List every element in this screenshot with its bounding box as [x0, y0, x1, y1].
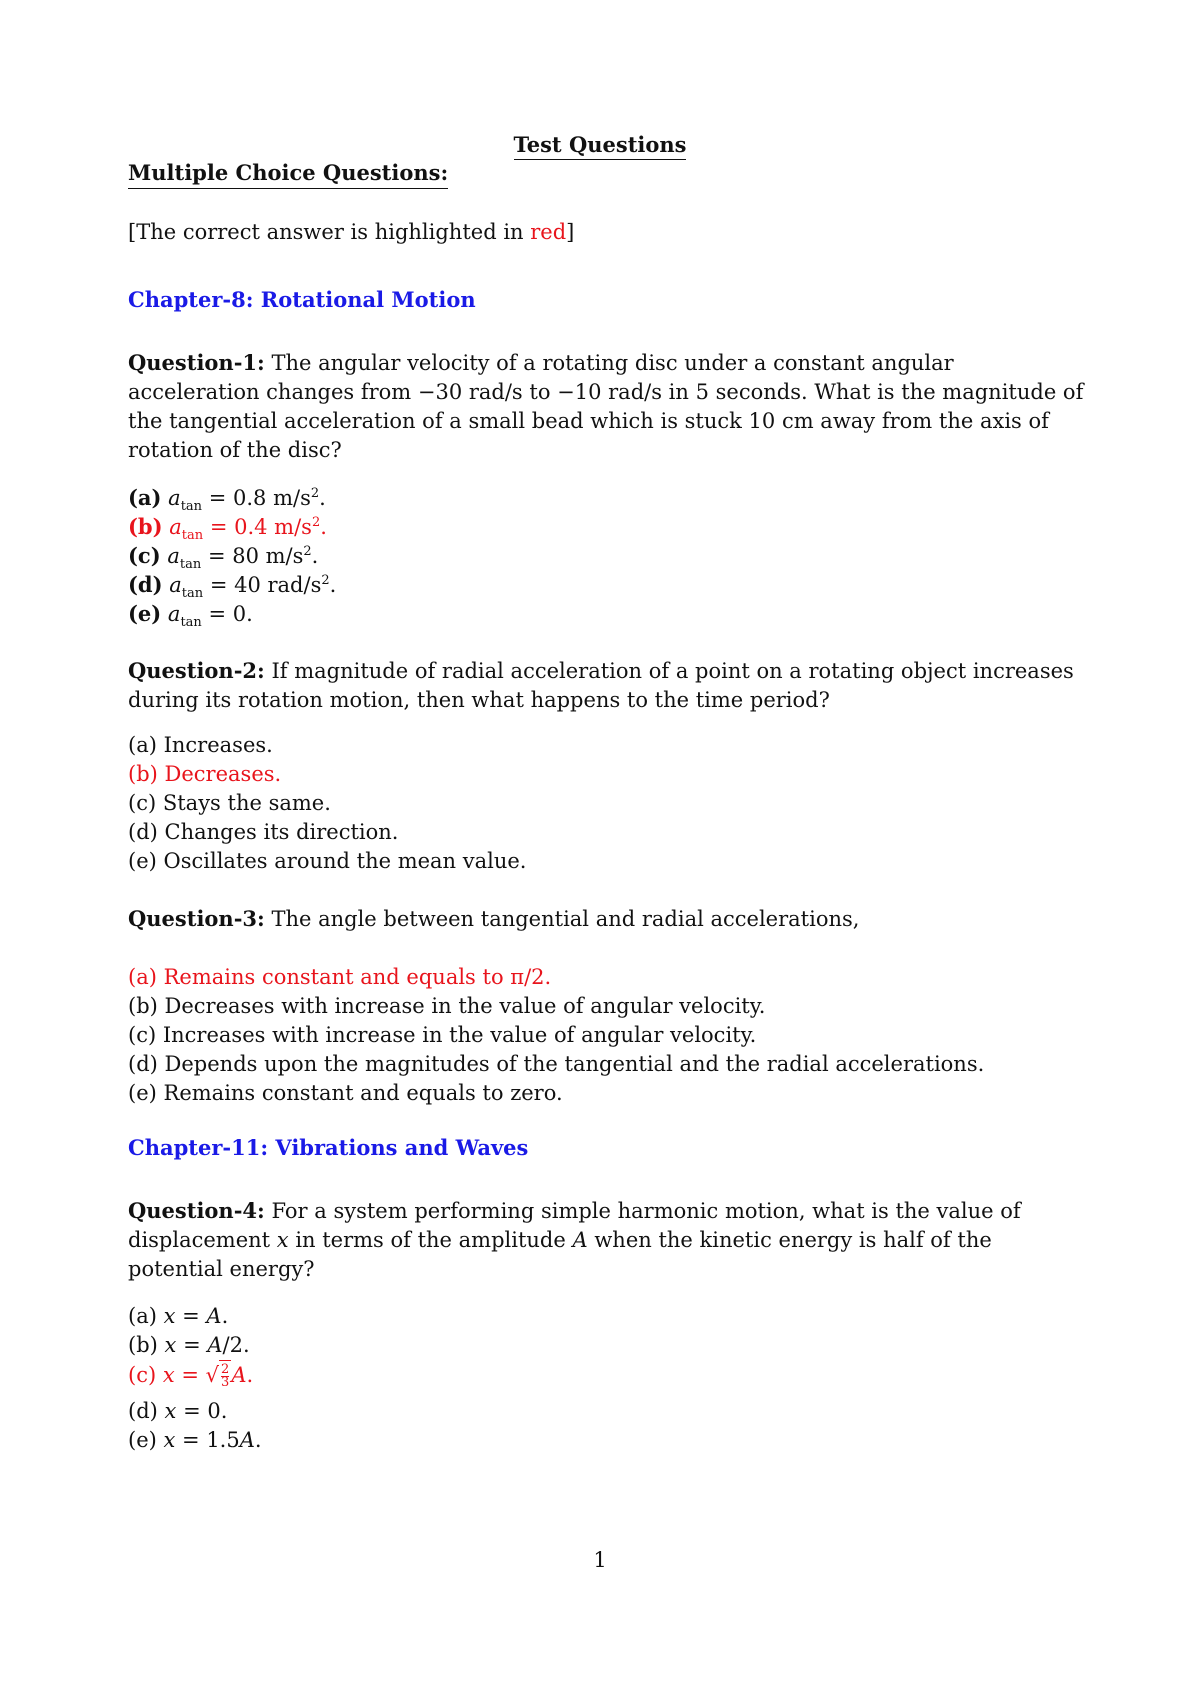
- question-label: Question-1:: [128, 350, 265, 375]
- option-e: (e) x = 1.5A.: [128, 1428, 262, 1452]
- option-e: (e) $a_{tan} = 0$.: [128, 601, 253, 631]
- option-d: (d) Changes its direction.: [128, 820, 399, 844]
- option-b: (b) Decreases with increase in the value of angular velocity.: [128, 994, 766, 1018]
- option-a: (a) x = A.: [128, 1304, 229, 1328]
- sqrt-symbol: √: [205, 1363, 220, 1387]
- document-title: Test Questions: [0, 132, 1200, 157]
- page-number: 1: [593, 1548, 607, 1572]
- option-c-correct: (c) x = √ $\frac{2}{3}$ A.: [128, 1362, 254, 1390]
- option-e: (e) Oscillates around the mean value.: [128, 849, 527, 873]
- sqrt-radicand: $\frac{2}{3}$: [221, 1362, 230, 1390]
- question-3-options: [128, 963, 984, 1108]
- question-1: [128, 348, 1088, 465]
- option-c: (c) Increases with increase in the value of angular velocity.: [128, 1023, 757, 1047]
- option-d: (d) Depends upon the magnitudes of the tangential and the radial accelerations.: [128, 1052, 985, 1076]
- option-b-correct: (b) Decreases.: [128, 762, 282, 786]
- option-d: (d) x = 0.: [128, 1399, 228, 1423]
- option-d: (d) $a_{tan} = 40$ rad/$s^2$.: [128, 572, 337, 602]
- option-e: (e) Remains constant and equals to zero.: [128, 1081, 563, 1105]
- answer-key-note: [The correct answer is highlighted in red]: [128, 220, 575, 244]
- option-c: (c) Stays the same.: [128, 791, 331, 815]
- question-4: Question-4: For a system performing simple harmonic motion, what is the value of displacement x in terms of the amplitude A when the kinetic energy is half of the potential energy?: [128, 1198, 1021, 1281]
- section-heading: Multiple Choice Questions:: [128, 160, 448, 189]
- option-c: (c) $a_{tan} = 80$ $m/s^2$.: [128, 543, 319, 573]
- question-text: If magnitude of radial acceleration of a point on a rotating object increases during its rotation motion, then what happens to the time period?: [128, 659, 1074, 712]
- question-label: Question-4:: [128, 1198, 265, 1223]
- chapter-heading: Chapter-8: Rotational Motion: [128, 287, 476, 312]
- question-3: [128, 904, 1088, 934]
- question-text: The angular velocity of a rotating disc under a constant angular acceleration changes from −30 rad/s to −10 rad/s in 5 seconds. What is the magnitude of the tangential acceleration of a small bead which is stuck 10 cm away from the axis of rotation of the disc?: [128, 351, 1084, 462]
- question-2-options: [128, 731, 526, 876]
- option-a-correct: (a) Remains constant and equals to π/2.: [128, 965, 552, 989]
- question-label: Question-3:: [128, 906, 265, 931]
- question-2: [128, 656, 1088, 715]
- question-4-options: [128, 1302, 262, 1455]
- option-b-correct: (b) $a_{tan} = 0.4$ $m/s^2$.: [128, 514, 327, 544]
- question-1-options: [128, 483, 337, 631]
- chapter-heading: Chapter-11: Vibrations and Waves: [128, 1135, 529, 1160]
- option-b: (b) x = A/2.: [128, 1333, 250, 1357]
- question-text: The angle between tangential and radial accelerations,: [271, 907, 860, 931]
- option-a: (a) $a_{tan} = 0.8$ $m/s^2$.: [128, 485, 326, 515]
- question-label: Question-2:: [128, 658, 265, 683]
- option-a: (a) Increases.: [128, 733, 273, 757]
